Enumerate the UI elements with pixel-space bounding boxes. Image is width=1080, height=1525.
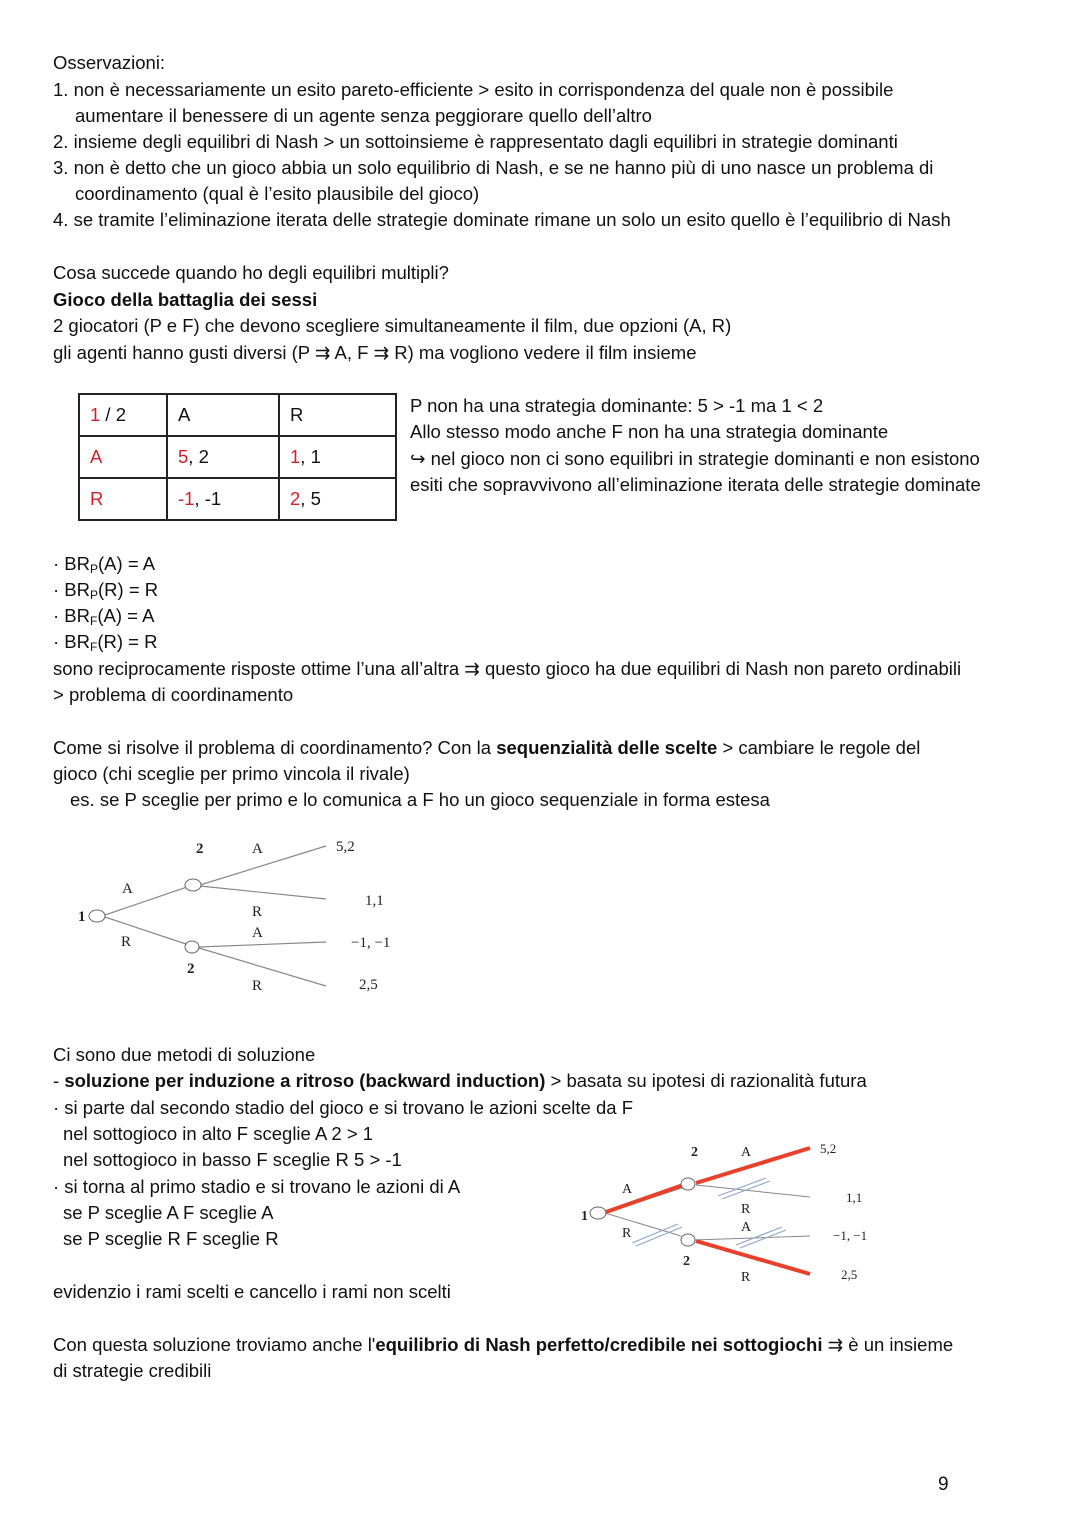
text-run: > basata su ipotesi di razionalità futura [545, 1070, 867, 1091]
player1-label: 1 [78, 909, 86, 925]
method-step: nel sottogioco in alto F sceglie A 2 > 1 [63, 1123, 374, 1144]
column-header: R [279, 394, 396, 436]
list-number: 2. [53, 131, 69, 152]
br-subscript: F [90, 614, 98, 628]
row-header: A [79, 436, 167, 478]
observation-text: se tramite l’eliminazione iterata delle strategie dominate rimane un solo un esito quello è l’equilibrio di Nash [73, 209, 951, 230]
payoff-p1: 2 [290, 488, 301, 509]
branch-bottom-r [199, 948, 326, 986]
br-subscript: F [90, 640, 98, 654]
payoff-p2: , 5 [300, 488, 321, 509]
player2-bottom-label: 2 [683, 1254, 690, 1269]
observations-heading: Osservazioni: [53, 52, 166, 73]
action-label: R [741, 1202, 751, 1217]
branch-bottom-a [694, 1236, 810, 1240]
action-label: A [741, 1145, 752, 1160]
player2-top-label: 2 [196, 841, 204, 857]
br-subscript: P [90, 562, 99, 576]
node-player2-bottom [681, 1234, 695, 1246]
payoff-label: 1,1 [365, 893, 384, 909]
list-number: 1. [53, 79, 69, 100]
node-player1 [590, 1207, 606, 1219]
coordination-example: es. se P sceglie per primo e lo comunica a F ho un gioco sequenziale in forma estesa [70, 789, 770, 810]
br-label: · BR [53, 553, 90, 574]
payoff-label: −1, −1 [351, 935, 391, 951]
branch-bottom-r-highlighted [696, 1241, 810, 1274]
br-label: · BR [53, 605, 90, 626]
action-label: R [252, 978, 263, 994]
br-value: (A) = A [97, 605, 155, 626]
method-1 [53, 1068, 867, 1094]
br-value: (R) = R [98, 579, 159, 600]
bold-term: equilibrio di Nash perfetto/credibile nei sottogiochi [375, 1334, 823, 1355]
methods-intro: Ci sono due metodi di soluzione [53, 1044, 316, 1065]
br-label: · BR [53, 579, 90, 600]
bold-term: sequenzialità delle scelte [496, 737, 718, 758]
action-label: A [252, 841, 263, 857]
br-conclusion-cont: > problema di coordinamento [53, 684, 294, 705]
node-player2-top [185, 879, 201, 891]
observation-text: non è necessariamente un esito pareto-efficiente > esito in corrispondenza del quale non è possibile [73, 79, 894, 100]
action-label: R [622, 1226, 632, 1241]
observation-text: insieme degli equilibri di Nash > un sottoinsieme è rappresentato dagli equilibri in strategie dominanti [73, 131, 898, 152]
row-header: R [79, 478, 167, 520]
payoff-p1: 5 [178, 446, 189, 467]
action-label: A [122, 881, 133, 897]
game-preferences: gli agenti hanno gusti diversi (P ⇉ A, F ⇉ R) ma vogliono vedere il film insieme [53, 342, 697, 363]
payoff-label: 2,5 [841, 1267, 858, 1282]
payoff-p2: , 1 [300, 446, 321, 467]
observation-1-cont: aumentare il benessere di un agente senza peggiorare quello dell’altro [75, 105, 652, 126]
method-step: · si torna al primo stadio e si trovano le azioni di A [53, 1176, 461, 1197]
observation-text: non è detto che un gioco abbia un solo equilibrio di Nash, e se ne hanno più di uno nasce un problema di [73, 157, 934, 178]
bold-term: soluzione per induzione a ritroso (backward induction) [64, 1070, 546, 1091]
payoff-label: 2,5 [359, 977, 378, 993]
player2-bottom-label: 2 [187, 961, 195, 977]
table-note: P non ha una strategia dominante: 5 > -1 ma 1 < 2 [410, 395, 824, 416]
node-player2-bottom [185, 941, 199, 953]
list-number: 3. [53, 157, 69, 178]
branch-p1-a-highlighted [606, 1185, 683, 1212]
br-subscript: P [90, 588, 99, 602]
corner-player1: 1 [90, 404, 101, 425]
corner-player2: / 2 [100, 404, 127, 425]
highlight-note: evidenzio i rami scelti e cancello i rami non scelti [53, 1281, 451, 1302]
branch-top-a-highlighted [696, 1148, 810, 1183]
method-step: se P sceglie A F sceglie A [63, 1202, 274, 1223]
action-label: R [121, 934, 132, 950]
text-run: Come si risolve il problema di coordinamento? Con la [53, 737, 497, 758]
method-step: se P sceglie R F sceglie R [63, 1228, 279, 1249]
branch-p1-a [105, 885, 193, 915]
action-label: R [252, 904, 263, 920]
coordination-cont: gioco (chi sceglie per primo vincola il rivale) [53, 763, 410, 784]
player1-label: 1 [581, 1209, 588, 1224]
list-number: 4. [53, 209, 69, 230]
game-description: 2 giocatori (P e F) che devono scegliere simultaneamente il film, due opzioni (A, R) [53, 315, 732, 336]
payoff-p1: -1 [178, 488, 195, 509]
payoff-label: −1, −1 [833, 1228, 868, 1243]
table-note: Allo stesso modo anche F non ha una strategia dominante [410, 421, 889, 442]
section-title-text: Gioco della battaglia dei sessi [53, 289, 318, 310]
text-run: Con questa soluzione troviamo anche l' [53, 1334, 376, 1355]
node-player1 [89, 910, 105, 922]
table-note: esiti che sopravvivono all’eliminazione iterata delle strategie dominate [410, 474, 981, 495]
multiple-eq-question: Cosa succede quando ho degli equilibri multipli? [53, 262, 449, 283]
tree-branches [105, 846, 326, 986]
br-value: (A) = A [98, 553, 156, 574]
branch-bottom-a [199, 942, 326, 947]
branch-top-r [200, 886, 326, 899]
payoff-label: 5,2 [336, 839, 355, 855]
payoff-p2: , 2 [188, 446, 209, 467]
action-label: A [741, 1220, 752, 1235]
dash: - [53, 1070, 65, 1091]
payoff-p1: 1 [290, 446, 301, 467]
player2-top-label: 2 [691, 1145, 698, 1160]
branch-p1-r [105, 917, 192, 946]
br-conclusion: sono reciprocamente risposte ottime l’una all’altra ⇉ questo gioco ha due equilibri di Nash non pareto ordinabili [53, 658, 962, 679]
strike-mark [718, 1178, 766, 1196]
branch-top-a [200, 846, 326, 885]
text-run: > cambiare le regole del [717, 737, 921, 758]
conclusion-cont: di strategie credibili [53, 1360, 212, 1381]
strike-mark [722, 1181, 770, 1199]
payoff-label: 1,1 [846, 1190, 863, 1205]
solved-tree [581, 1141, 867, 1285]
method-step: nel sottogioco in basso F sceglie R 5 > -1 [63, 1149, 402, 1170]
conclusion [53, 1332, 953, 1358]
table-note: ↪ nel gioco non ci sono equilibri in strategie dominanti e non esistono [410, 448, 980, 469]
payoff-p2: , -1 [194, 488, 222, 509]
method-step: · si parte dal secondo stadio del gioco e si trovano le azioni scelte da F [53, 1097, 633, 1118]
br-value: (R) = R [97, 631, 158, 652]
page-number: 9 [938, 1474, 949, 1495]
action-label: A [622, 1182, 633, 1197]
action-label: A [252, 925, 263, 941]
observation-3-cont: coordinamento (qual è l’esito plausibile del gioco) [75, 183, 480, 204]
action-label: R [741, 1270, 751, 1285]
node-player2-top [681, 1178, 695, 1190]
br-label: · BR [53, 631, 90, 652]
text-run: ⇉ è un insieme [822, 1334, 954, 1355]
payoff-label: 5,2 [820, 1141, 837, 1156]
column-header: A [167, 394, 279, 436]
